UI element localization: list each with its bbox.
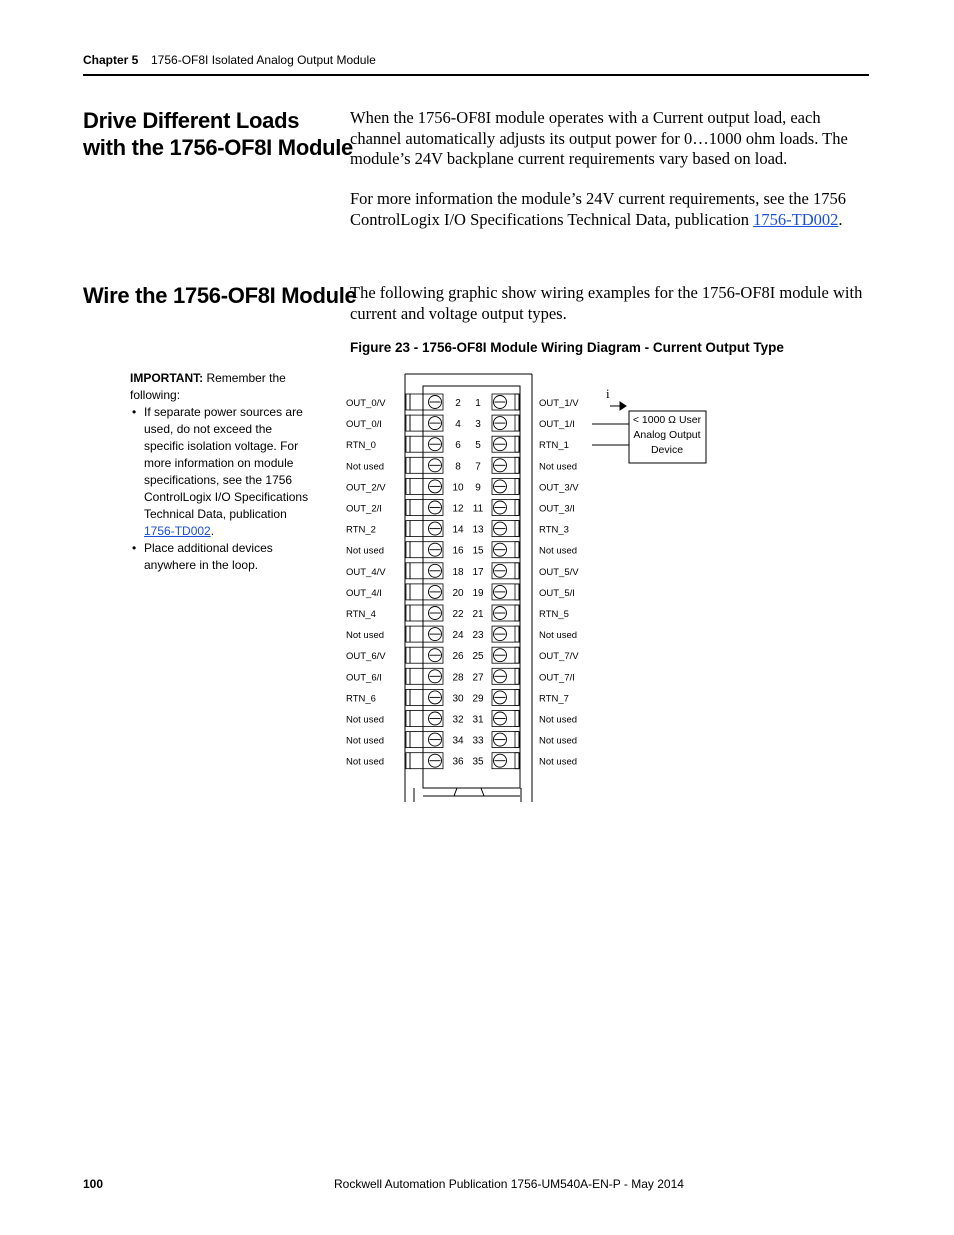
left-terminal-label: OUT_2/V [346,482,386,494]
right-terminal-label: RTN_7 [539,693,569,705]
left-terminal-clamp [406,478,410,494]
page-number: 100 [83,1177,104,1191]
right-terminal-label: Not used [539,735,578,747]
right-terminal-label: RTN_1 [539,440,569,452]
left-terminal-clamp [406,457,410,473]
right-pin-number: 19 [472,587,484,599]
left-terminal-clamp [406,563,410,579]
left-pin-number: 22 [452,609,464,620]
left-pin-number: 36 [452,756,464,768]
right-terminal-label: OUT_3/V [539,482,579,494]
right-terminal-label: Not used [539,545,578,557]
right-terminal-label: RTN_3 [539,524,569,536]
left-terminal-clamp [406,753,410,769]
right-pin-number: 33 [472,735,484,747]
right-pin-number: 3 [475,419,481,431]
right-pin-number: 13 [472,524,484,536]
right-terminal-clamp [515,753,519,769]
right-pin-number: 23 [472,630,484,642]
important-bullet-2: • Place additional devices anywhere in the loop. [144,540,310,574]
td-reference-paragraph [350,189,870,230]
right-terminal-label: OUT_7/V [539,651,579,663]
left-terminal-clamp [406,732,410,748]
current-symbol: i [606,386,610,401]
right-terminal-clamp [515,457,519,473]
td002-link[interactable]: 1756-TD002 [753,209,839,229]
important-label: IMPORTANT: [130,371,204,385]
device-label-line-1: < 1000 Ω User [632,414,702,426]
heading-line-1: Drive Different Loads [83,108,300,133]
left-terminal-clamp [406,626,410,642]
td-reference-suffix: . [838,209,843,229]
right-pin-number: 31 [472,714,484,726]
right-terminal-label: Not used [539,756,578,768]
right-terminal-label: OUT_5/I [539,587,575,599]
wire-module-paragraph: The following graphic show wiring examples for the 1756-OF8I module with current and voltage output types. [350,283,863,323]
left-pin-number: 4 [455,419,461,431]
left-terminal-label: Not used [346,756,385,768]
right-terminal-clamp [515,732,519,748]
right-terminal-label: OUT_3/I [539,503,575,515]
right-pin-number: 29 [472,693,484,705]
right-terminal-label: Not used [539,630,578,642]
left-terminal-label: Not used [346,630,385,642]
right-terminal-clamp [515,584,519,600]
right-pin-number: 5 [475,440,481,452]
right-terminal-label: OUT_1/V [539,398,579,409]
side-td002-link[interactable]: 1756-TD002 [144,524,211,538]
left-pin-number: 32 [452,714,464,726]
left-pin-number: 16 [452,545,464,557]
right-terminal-clamp [515,394,519,410]
right-terminal-clamp [515,500,519,516]
td-reference-text: For more information the module’s 24V current requirements, see the 1756 ControlLogix I/O Specifications Technical Data, publication [350,189,846,229]
left-terminal-label: RTN_6 [346,693,376,705]
left-terminal-clamp [406,542,410,558]
figure-caption: Figure 23 - 1756-OF8I Module Wiring Diagram - Current Output Type [350,340,784,355]
right-pin-number: 35 [472,756,484,768]
right-terminal-clamp [515,563,519,579]
right-pin-number: 1 [475,398,481,409]
left-pin-number: 34 [452,735,464,747]
left-pin-number: 6 [455,440,461,452]
left-terminal-clamp [406,711,410,727]
left-terminal-clamp [406,668,410,684]
right-pin-number: 21 [472,609,484,620]
left-terminal-label: OUT_2/I [346,503,382,515]
left-terminal-clamp [406,394,410,410]
device-label-line-3: Device [650,444,684,456]
right-terminal-label: RTN_5 [539,609,569,620]
terminal-latch [454,788,484,796]
right-terminal-label: OUT_7/I [539,672,575,684]
right-pin-number: 7 [475,461,481,473]
left-terminal-label: OUT_4/I [346,587,382,599]
device-label-line-2: Analog Output [633,429,701,441]
left-terminal-label: OUT_6/V [346,651,386,663]
publication-info: Rockwell Automation Publication 1756-UM540A-EN-P - May 2014 [334,1177,684,1191]
right-pin-number: 17 [472,566,484,578]
left-terminal-clamp [406,605,410,621]
left-pin-number: 8 [455,461,461,473]
left-terminal-clamp [406,436,410,452]
important-intro-text: Remember the following: [130,371,286,402]
left-pin-number: 2 [455,398,461,409]
important-bullet-1 [144,404,310,540]
left-terminal-label: OUT_0/I [346,419,382,431]
left-pin-number: 24 [452,630,464,642]
bullet-1-text: If separate power sources are used, do not exceed the specific isolation voltage. For more information on module specifications, see the 1756 ControlLogix I/O Specifications Technical Data, publication [144,405,309,521]
heading-line-2: with the 1756-OF8I Module [83,135,353,160]
left-pin-number: 20 [452,587,464,599]
right-terminal-clamp [515,689,519,705]
bullet-1-suffix: . [210,524,215,538]
right-terminal-clamp [515,668,519,684]
left-terminal-label: OUT_4/V [346,566,386,578]
left-terminal-label: OUT_0/V [346,398,386,409]
left-terminal-clamp [406,689,410,705]
left-pin-number: 10 [452,482,464,494]
left-terminal-clamp [406,500,410,516]
left-terminal-label: RTN_4 [346,609,376,620]
right-terminal-label: Not used [539,461,578,473]
important-intro [130,370,310,404]
right-terminal-label: Not used [539,714,578,726]
left-pin-number: 12 [452,503,464,515]
left-terminal-label: Not used [346,545,385,557]
right-terminal-clamp [515,605,519,621]
header-rule [83,74,869,76]
drive-loads-paragraph: When the 1756-OF8I module operates with a Current output load, each channel automatically adjusts its output power for 0…1000 ohm loads. The module’s 24V backplane current requirements vary based on load. [350,108,848,168]
chapter-label: Chapter 5 [83,53,139,67]
right-terminal-clamp [515,478,519,494]
current-arrow-head [620,402,626,410]
left-terminal-label: OUT_6/I [346,672,382,684]
left-pin-number: 14 [452,524,464,536]
left-terminal-clamp [406,521,410,537]
wiring-diagram [340,368,720,808]
left-terminal-label: Not used [346,461,385,473]
left-terminal-label: RTN_0 [346,440,376,452]
left-terminal-label: RTN_2 [346,524,376,536]
section-heading-wire-module: Wire the 1756-OF8I Module [83,283,357,308]
right-pin-number: 27 [472,672,484,684]
section-heading-drive-loads [83,107,353,161]
right-pin-number: 11 [472,503,484,515]
left-terminal-clamp [406,584,410,600]
right-terminal-clamp [515,521,519,537]
right-terminal-clamp [515,711,519,727]
important-list [130,404,310,574]
left-pin-number: 28 [452,672,464,684]
right-terminal-clamp [515,626,519,642]
right-terminal-clamp [515,436,519,452]
left-pin-number: 30 [452,693,464,705]
right-terminal-label: OUT_5/V [539,566,579,578]
right-pin-number: 9 [475,482,481,494]
left-pin-number: 18 [452,566,464,578]
left-terminal-clamp [406,415,410,431]
left-pin-number: 26 [452,651,464,663]
left-terminal-clamp [406,647,410,663]
chapter-title: 1756-OF8I Isolated Analog Output Module [151,53,376,67]
right-terminal-clamp [515,415,519,431]
right-terminal-clamp [515,647,519,663]
right-pin-number: 25 [472,651,484,663]
right-pin-number: 15 [472,545,484,557]
right-terminal-clamp [515,542,519,558]
left-terminal-label: Not used [346,735,385,747]
right-terminal-label: OUT_1/I [539,419,575,431]
important-note [130,370,310,574]
left-terminal-label: Not used [346,714,385,726]
